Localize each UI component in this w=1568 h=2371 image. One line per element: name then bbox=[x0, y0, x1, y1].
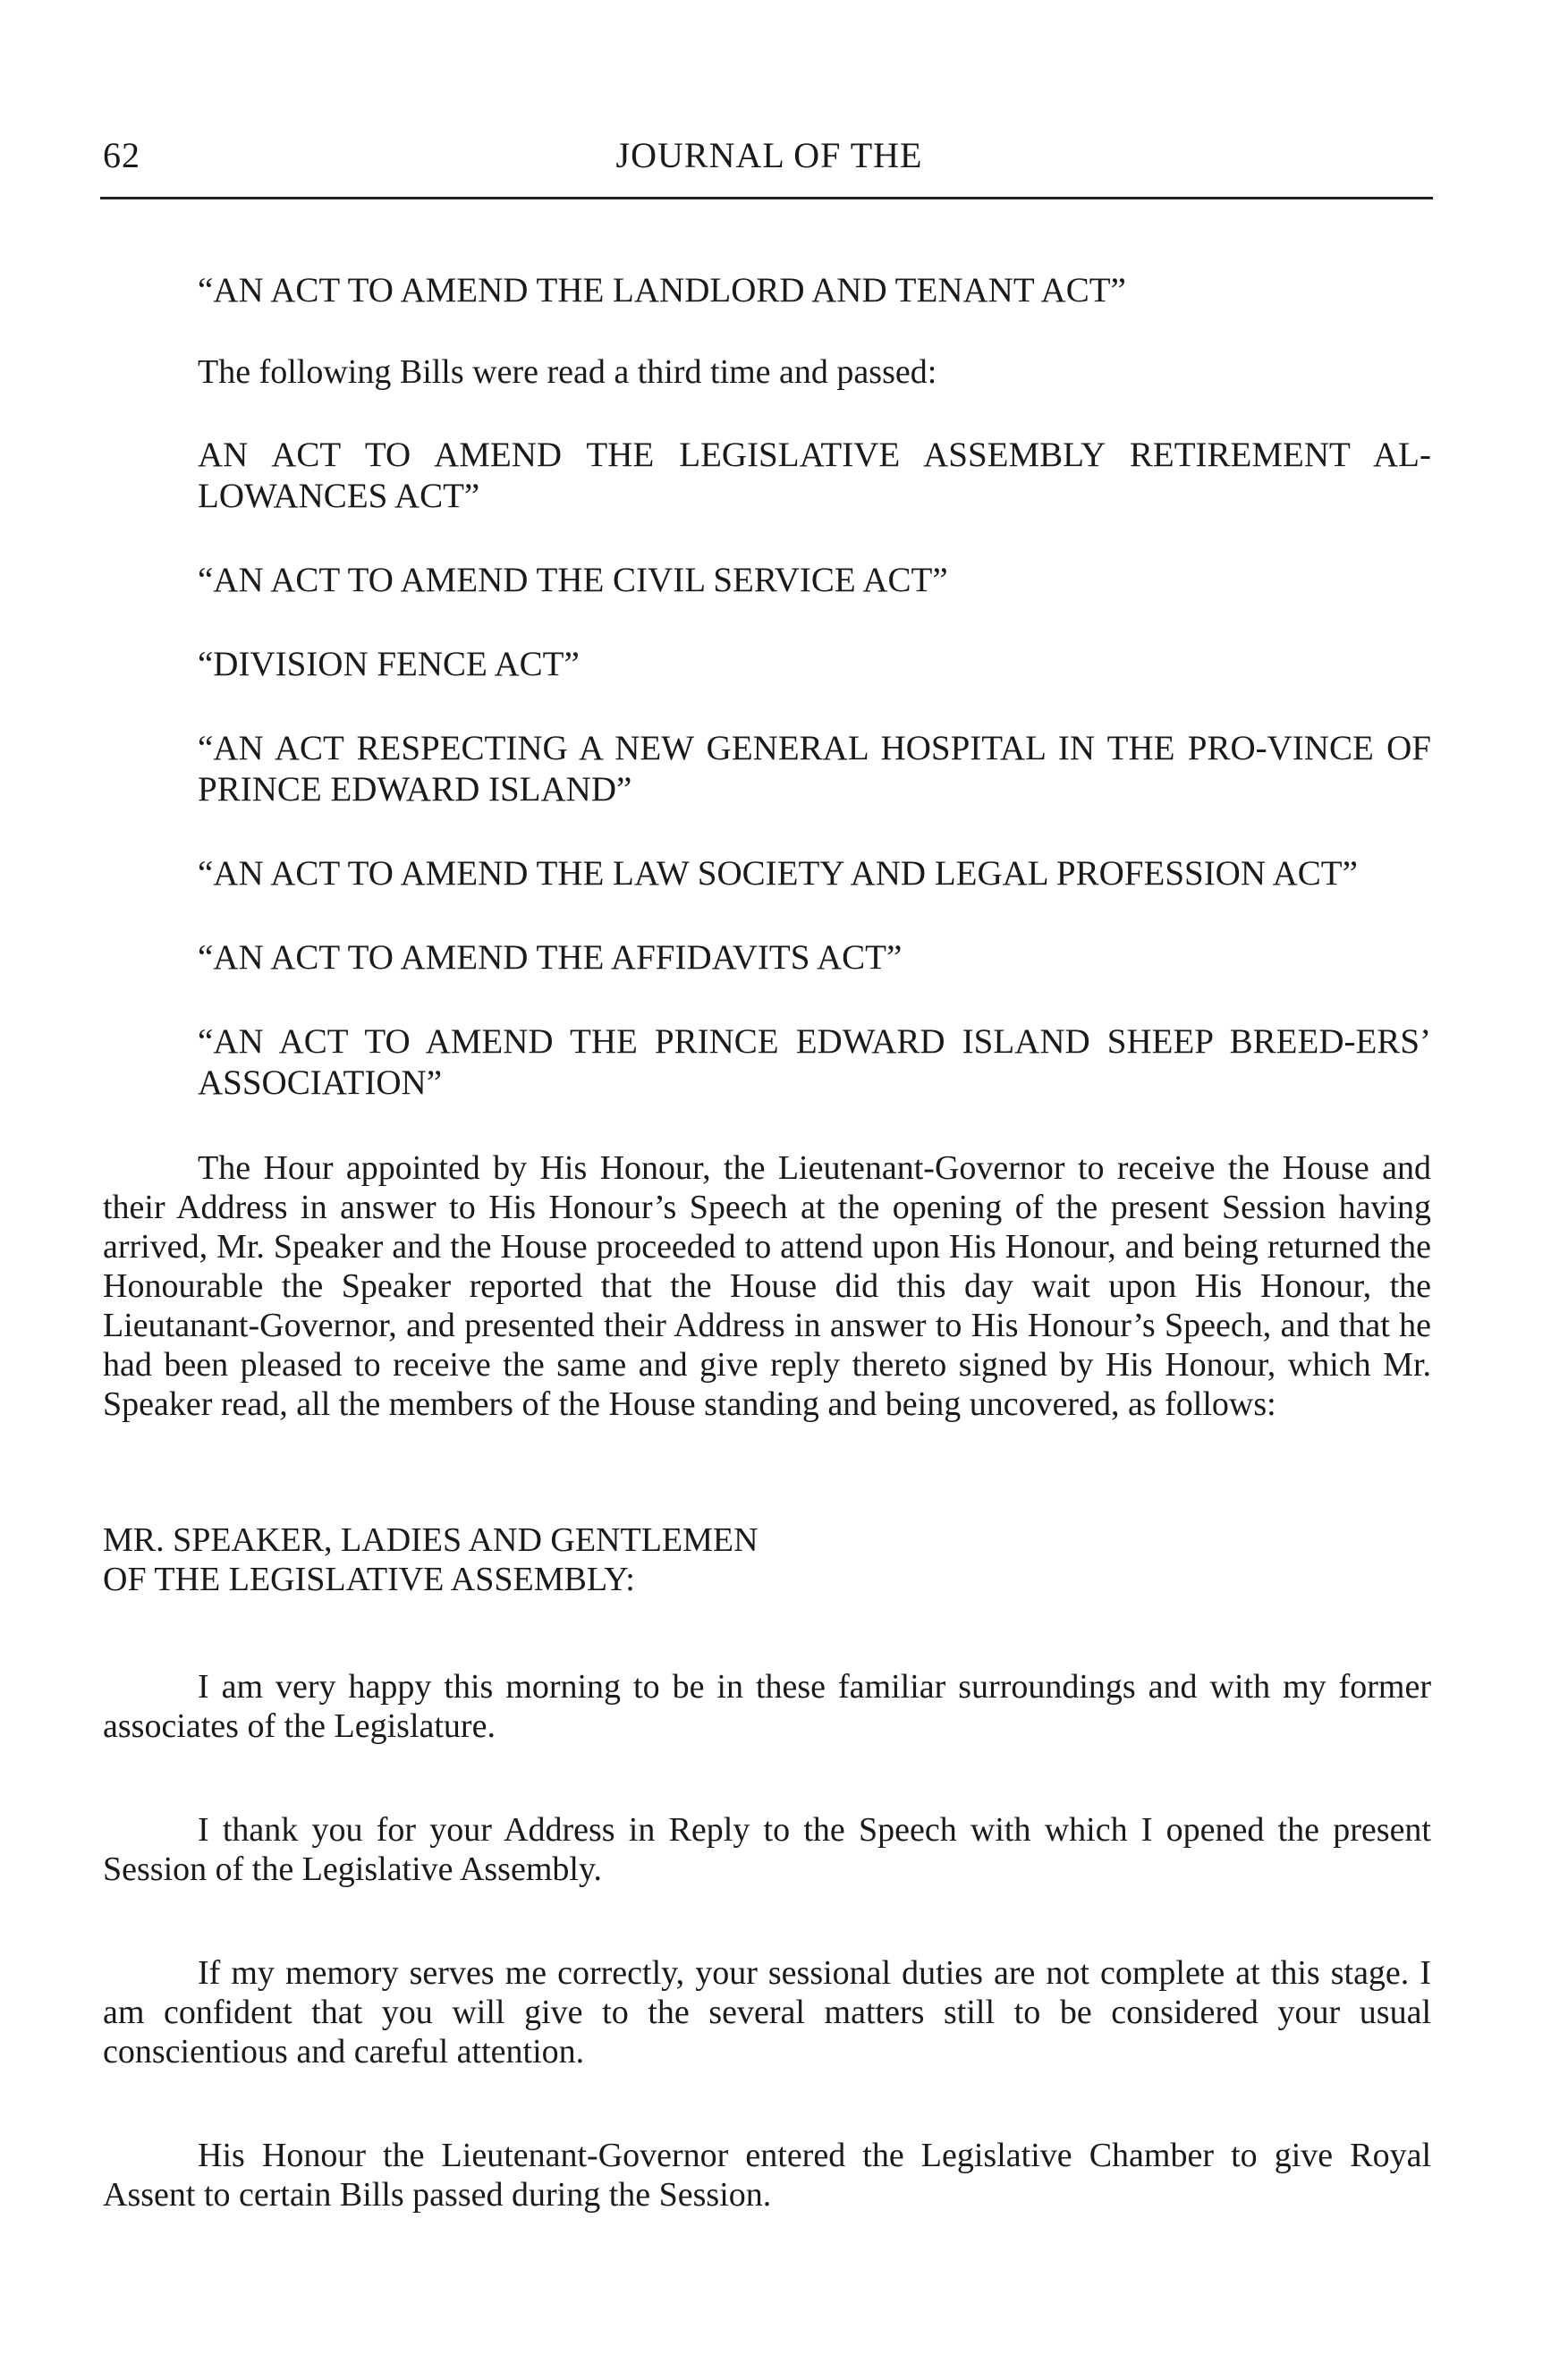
bill-title: “AN ACT TO AMEND THE AFFIDAVITS ACT” bbox=[198, 938, 903, 977]
bill-title: “AN ACT TO AMEND THE CIVIL SERVICE ACT” bbox=[198, 561, 948, 599]
journal-body bbox=[103, 270, 1431, 2214]
page-number: 62 bbox=[103, 135, 140, 175]
royal-assent-paragraph: His Honour the Lieutenant-Governor entered the Legislative Chamber to give Royal Assent to certain Bills passed during the Session. bbox=[103, 2137, 1431, 2214]
reply-paragraph: I am very happy this morning to be in these familiar surroundings and with my former associates of the Legislature. bbox=[103, 1668, 1431, 1745]
bill-title: “AN ACT RESPECTING A NEW GENERAL HOSPITAL IN THE PRO-VINCE OF PRINCE EDWARD ISLAND” bbox=[198, 729, 1431, 809]
bill-title: “DIVISION FENCE ACT” bbox=[198, 645, 580, 683]
page-header bbox=[103, 134, 1436, 188]
bill-title: AN ACT TO AMEND THE LEGISLATIVE ASSEMBLY RETIREMENT AL-LOWANCES ACT” bbox=[198, 436, 1431, 515]
bill-title: “AN ACT TO AMEND THE PRINCE EDWARD ISLAND SHEEP BREED-ERS’ ASSOCIATION” bbox=[198, 1022, 1431, 1102]
act-title-landlord: “AN ACT TO AMEND THE LANDLORD AND TENANT ACT” bbox=[198, 271, 1126, 309]
reply-paragraph: I thank you for your Address in Reply to the Speech with which I opened the present Session of the Legislative Assembly. bbox=[103, 1811, 1431, 1888]
hour-appointed-paragraph: The Hour appointed by His Honour, the Lieutenant-Governor to receive the House and their Address in answer to His Honour’s Speech at the opening of the present Session having arrived, Mr. Speaker and the House proceeded to attend upon His Honour, and being returned the Honourable the Speaker reported that the House did this day wait upon His Honour, the Lieutanant-Governor, and presented their Address in answer to His Honour’s Speech, and that he had been pleased to receive the same and give reply thereto signed by His Honour, which Mr. Speaker read, all the members of the House standing and being uncovered, as follows: bbox=[103, 1149, 1431, 1423]
reply-paragraph: If my memory serves me correctly, your sessional duties are not complete at this stage. I am confident that you will give to the several matters still to be considered your usual conscientious and careful attention. bbox=[103, 1954, 1431, 2070]
header-rule bbox=[100, 197, 1433, 199]
bill-title: “AN ACT TO AMEND THE LAW SOCIETY AND LEGAL PROFESSION ACT” bbox=[198, 854, 1358, 893]
salutation-line: MR. SPEAKER, LADIES AND GENTLEMEN bbox=[103, 1521, 759, 1559]
third-reading-intro: The following Bills were read a third time and passed: bbox=[198, 353, 937, 391]
salutation-line: OF THE LEGISLATIVE ASSEMBLY: bbox=[103, 1561, 635, 1598]
running-head: JOURNAL OF THE bbox=[615, 135, 923, 175]
